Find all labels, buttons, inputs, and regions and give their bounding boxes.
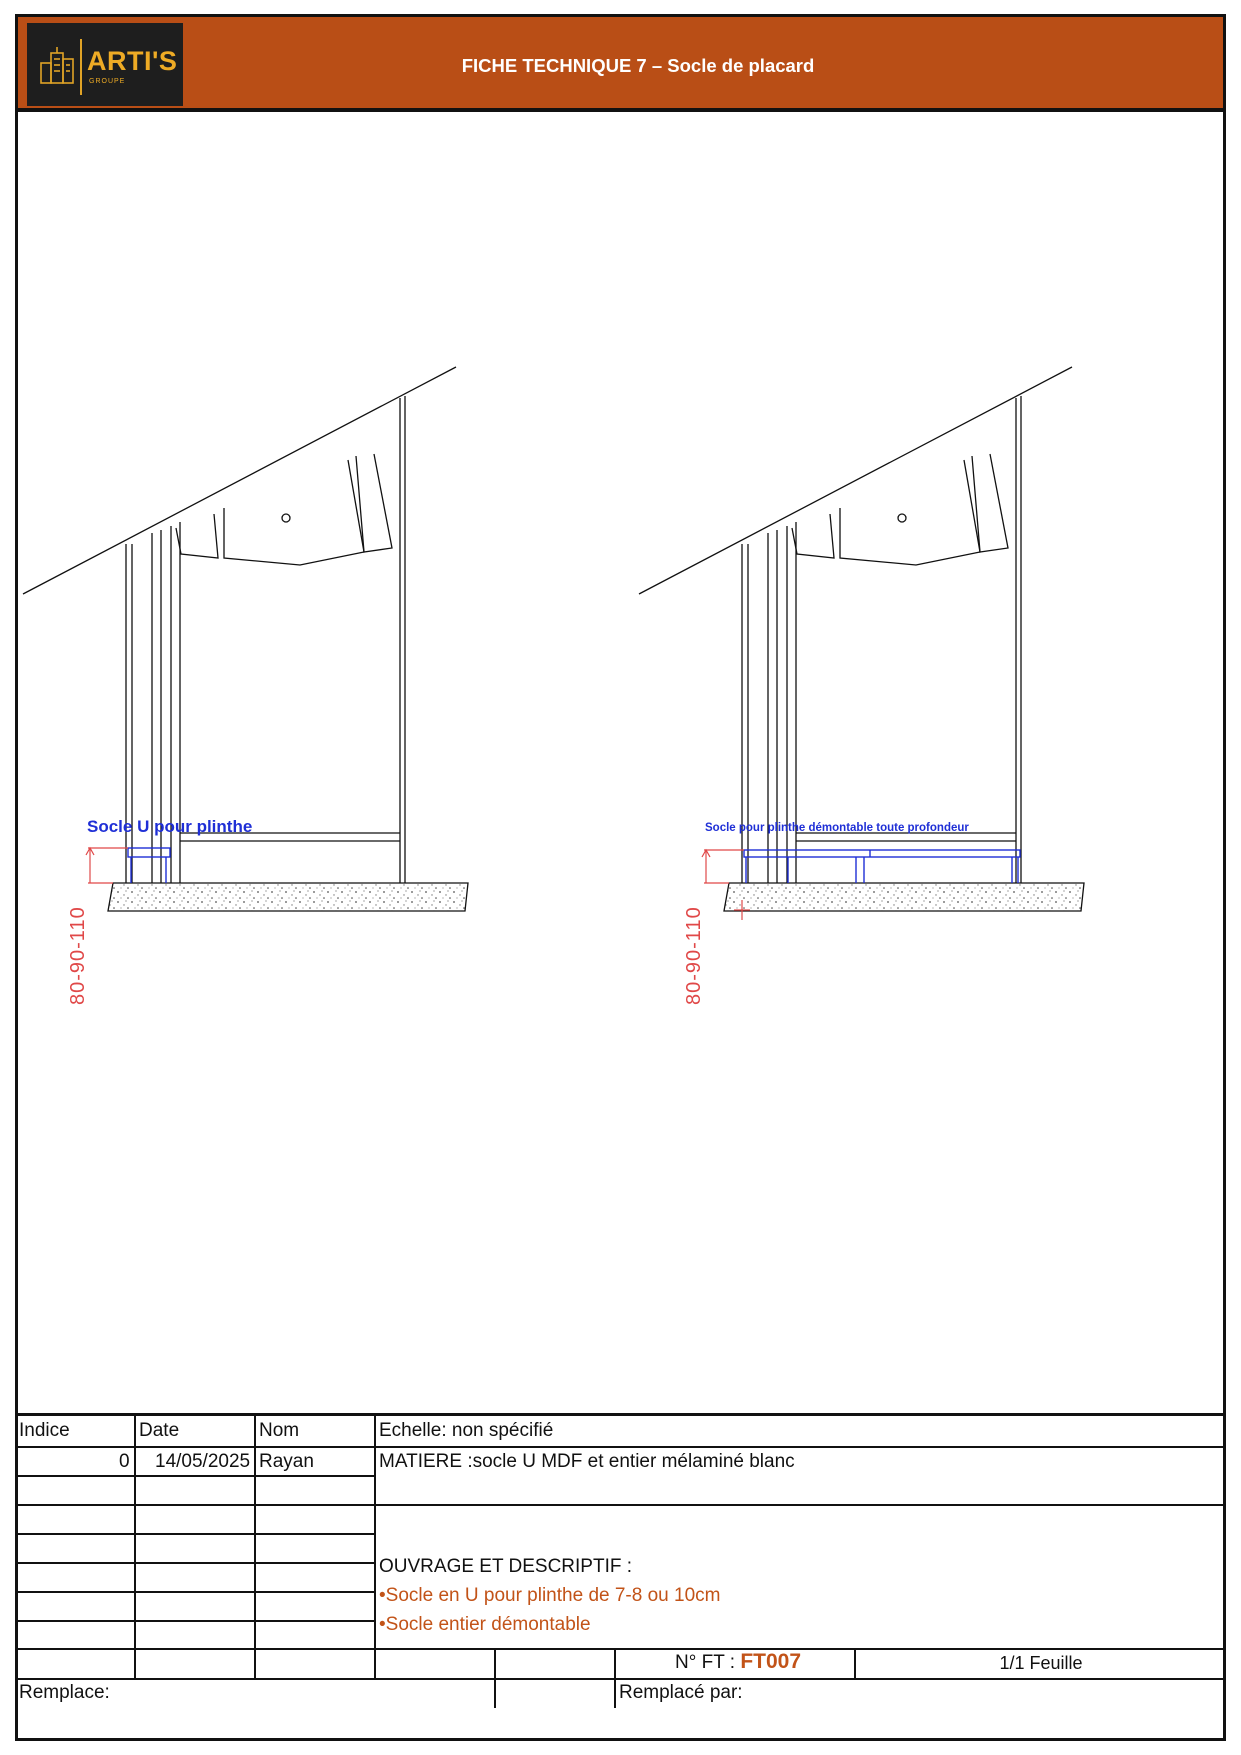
technical-drawing — [18, 110, 1223, 1413]
left-socle-label: Socle U pour plinthe — [87, 817, 253, 836]
left-socle-u — [128, 848, 170, 883]
sheet-count: 1/1 Feuille — [999, 1653, 1083, 1673]
ouvrage-title: OUVRAGE ET DESCRIPTIF : — [379, 1556, 633, 1577]
ft-number-field — [675, 1652, 801, 1672]
right-cabinet-drawing — [639, 367, 1072, 883]
descriptif-bullet-2: •Socle entier démontable — [379, 1614, 591, 1635]
remplace-label: Remplace: — [19, 1682, 110, 1703]
header-date: Date — [139, 1420, 180, 1441]
left-dimension-label: 80-90-110 — [67, 906, 89, 1005]
left-dimension — [86, 848, 128, 883]
title-block-table — [15, 1413, 1226, 1741]
table-line — [15, 1620, 376, 1622]
logo-separator — [80, 39, 82, 95]
right-socle-full — [744, 850, 1020, 883]
table-line — [15, 1446, 1226, 1448]
echelle-text: Echelle: non spécifié — [379, 1420, 554, 1441]
row1-indice: 0 — [119, 1451, 130, 1472]
table-line — [15, 1648, 1226, 1650]
table-line — [15, 1475, 376, 1477]
building-icon — [39, 45, 77, 85]
table-line — [15, 1562, 376, 1564]
logo-brand: ARTI'S — [87, 46, 178, 76]
table-line — [614, 1648, 616, 1708]
right-floor-slab — [724, 883, 1084, 911]
matiere-text: MATIERE :socle U MDF et entier mélaminé blanc — [379, 1451, 795, 1472]
ft-number: FT007 — [740, 1650, 802, 1673]
row1-nom: Rayan — [259, 1451, 314, 1472]
row1-date: 14/05/2025 — [155, 1451, 251, 1472]
table-line — [494, 1648, 496, 1708]
logo-subtitle: GROUPE — [89, 78, 126, 85]
table-line — [15, 1504, 1226, 1506]
page-title: FICHE TECHNIQUE 7 – Socle de placard — [461, 55, 815, 76]
table-line — [374, 1416, 376, 1678]
table-line — [254, 1416, 256, 1678]
remplace-par-label: Remplacé par: — [619, 1682, 743, 1703]
table-line — [15, 1533, 376, 1535]
table-line — [15, 1591, 376, 1593]
right-socle-label: Socle pour plinthe démontable toute profondeur — [705, 822, 969, 834]
table-line — [134, 1416, 136, 1678]
header-nom: Nom — [259, 1420, 300, 1441]
ft-label: N° FT : — [675, 1652, 741, 1673]
descriptif-bullet-1: •Socle en U pour plinthe de 7-8 ou 10cm — [379, 1585, 721, 1606]
table-line — [15, 1678, 1226, 1680]
right-dimension-label: 80-90-110 — [683, 906, 705, 1005]
left-floor-slab — [108, 883, 468, 911]
header-bar — [15, 14, 1226, 112]
company-logo — [27, 23, 183, 106]
header-indice: Indice — [19, 1420, 70, 1441]
left-cabinet-drawing — [23, 367, 456, 883]
